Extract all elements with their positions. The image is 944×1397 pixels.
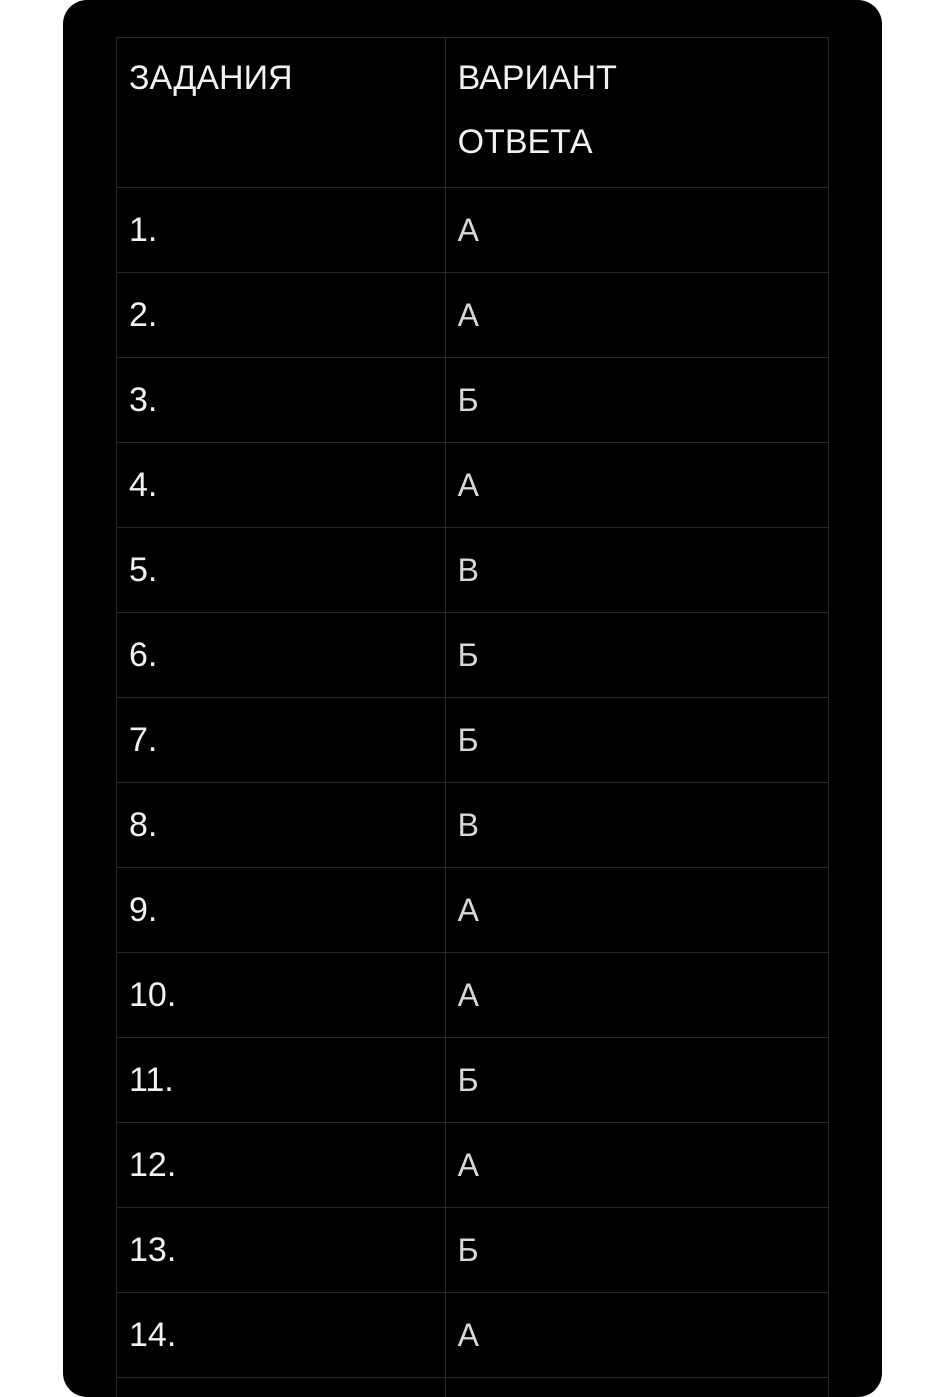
- table-row: [117, 188, 829, 273]
- table-row: [117, 613, 829, 698]
- header-task: [117, 38, 446, 188]
- answers-table: [116, 37, 829, 1397]
- table-row: [117, 953, 829, 1038]
- answer-option: А: [445, 1123, 828, 1208]
- task-number-empty: [117, 1378, 446, 1397]
- task-number: 2.: [117, 273, 446, 358]
- task-number: 14.: [117, 1293, 446, 1378]
- answer-option: А: [445, 953, 828, 1038]
- header-task-label: ЗАДАНИЯ: [129, 59, 293, 97]
- task-number: 9.: [117, 868, 446, 953]
- header-answer-line1: ВАРИАНТ: [457, 59, 617, 97]
- table-row: [117, 358, 829, 443]
- table-row: [117, 783, 829, 868]
- answer-option: Б: [445, 1208, 828, 1293]
- table-row-partial: [117, 1378, 829, 1397]
- task-number: 8.: [117, 783, 446, 868]
- table-header-row: [117, 38, 829, 188]
- task-number: 7.: [117, 698, 446, 783]
- table-row: [117, 698, 829, 783]
- task-number: 6.: [117, 613, 446, 698]
- header-answer: [445, 38, 828, 188]
- answer-option: Б: [445, 698, 828, 783]
- answer-option: В: [445, 783, 828, 868]
- task-number: 11.: [117, 1038, 446, 1123]
- task-number: 12.: [117, 1123, 446, 1208]
- answer-option-empty: [445, 1378, 828, 1397]
- answer-option: В: [445, 528, 828, 613]
- table-row: [117, 1123, 829, 1208]
- header-answer-line2: ОТВЕТА: [457, 123, 593, 161]
- table-row: [117, 868, 829, 953]
- table-row: [117, 528, 829, 613]
- task-number: 4.: [117, 443, 446, 528]
- task-number: 10.: [117, 953, 446, 1038]
- answers-card: [63, 0, 882, 1397]
- table-row: [117, 1293, 829, 1378]
- answer-option: Б: [445, 1038, 828, 1123]
- answer-option: А: [445, 273, 828, 358]
- table-body: [117, 188, 829, 1397]
- answer-option: А: [445, 1293, 828, 1378]
- task-number: 1.: [117, 188, 446, 273]
- task-number: 13.: [117, 1208, 446, 1293]
- table-row: [117, 273, 829, 358]
- answer-option: А: [445, 868, 828, 953]
- table-row: [117, 1038, 829, 1123]
- table-row: [117, 1208, 829, 1293]
- table-row: [117, 443, 829, 528]
- answer-option: А: [445, 443, 828, 528]
- answer-option: А: [445, 188, 828, 273]
- answer-option: Б: [445, 613, 828, 698]
- task-number: 3.: [117, 358, 446, 443]
- answer-option: Б: [445, 358, 828, 443]
- task-number: 5.: [117, 528, 446, 613]
